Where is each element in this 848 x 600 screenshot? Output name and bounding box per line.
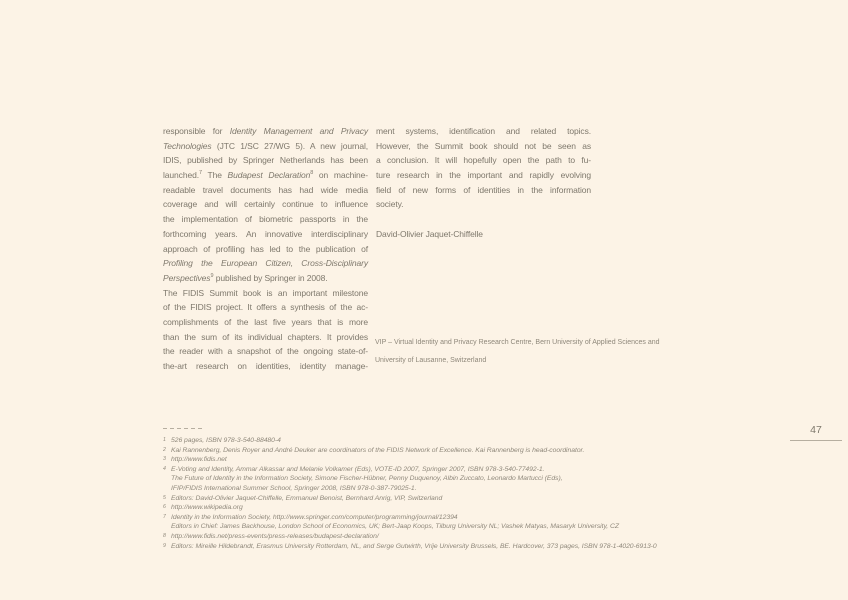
text-line: [163, 286, 368, 301]
footnote-text: Identity in the Information Society, http://www.springer.com/computer/programming/journal/12394: [171, 513, 458, 521]
footnote-line: [163, 446, 843, 456]
footnote-line: [163, 532, 843, 542]
footnote-line: [163, 542, 843, 552]
text-run: the implementation of biometric passports in the: [163, 214, 368, 225]
text-line: [376, 197, 591, 212]
text-line: [163, 300, 368, 315]
text-run: launched.: [163, 170, 199, 181]
italic-text: Technologies: [163, 140, 212, 151]
text-run: responsible for: [163, 126, 230, 136]
footnote-list: [163, 436, 843, 551]
footnote-ref: 8: [310, 170, 314, 177]
footnote-number: 5: [163, 494, 166, 501]
text-run: The: [201, 170, 228, 181]
author-name: David-Olivier Jaquet-Chiffelle: [376, 228, 483, 239]
footnote-text: http://www.fidis.net: [171, 456, 227, 464]
text-run: complishments of the last five years that is more: [163, 316, 368, 327]
footnote-line: [163, 494, 843, 504]
text-run: (JTC 1/SC 27/WG 5). A new journal,: [211, 140, 368, 151]
author-affiliation: [375, 334, 660, 370]
footnote-number: 9: [163, 542, 166, 549]
text-line: [163, 168, 368, 183]
footnote-text: Editors: Mireille Hildebrandt, Erasmus University Rotterdam, NL, and Serge Gutwirth, Vrije University Brussels, BE. Hardcover, 373 pages, ISBN 978-1-4020-6913-0: [171, 542, 657, 550]
text-run: IDIS, published by Springer Netherlands has been: [163, 155, 368, 166]
footnote-separator: [163, 428, 204, 429]
footnote-number: 8: [163, 532, 166, 539]
footnote-text: http://www.fidis.net/press-events/press-releases/budapest-declaration/: [171, 532, 379, 540]
text-line: [163, 124, 368, 139]
footnote-line: [163, 436, 843, 446]
text-line: [163, 153, 368, 168]
footnote-text: The Future of Identity in the Information Society, Simone Fischer-Hübner, Penny Duquenoy, Albin Zuccato, Leonardo Martucci (Eds),: [171, 475, 563, 483]
text-line: [163, 242, 368, 257]
text-run: forthcoming years. An innovative interdisciplinary: [163, 228, 368, 239]
text-run: on machine-: [313, 170, 369, 181]
text-line: [376, 153, 591, 168]
italic-text: Budapest Declaration: [227, 170, 311, 181]
footnote-line: [163, 455, 843, 465]
page-number: 47: [810, 424, 822, 436]
right-column-lines: [376, 124, 591, 212]
italic-text: Perspectives: [163, 272, 211, 283]
footnote-ref: 7: [198, 170, 202, 177]
text-run: The FIDIS Summit book is an important milestone: [163, 287, 368, 298]
text-line: [376, 168, 591, 183]
text-run: of the FIDIS project. It offers a synthesis of the ac-: [163, 302, 368, 313]
footnote-text: http://www.wikipedia.org: [171, 504, 243, 512]
text-line: [163, 139, 368, 154]
footnote-number: 2: [163, 446, 166, 453]
footnote-number: 4: [163, 465, 166, 472]
footnote-number: 1: [163, 437, 166, 443]
text-run: approach of profiling has led to the publication of: [163, 243, 368, 254]
affiliation-line: VIP – Virtual Identity and Privacy Research Centre, Bern University of Applied Sciences and: [375, 339, 660, 346]
text-run: ture research in the important and rapidly evolving: [376, 170, 591, 181]
text-run: ment systems, identification and related topics.: [376, 126, 591, 136]
text-line: [163, 344, 368, 359]
footnote-text: Editors: David-Olivier Jaquet-Chiffelle, Emmanuel Benoist, Bernhard Anrig, VIP, Switzerland: [171, 494, 443, 502]
page-number-block: [790, 424, 842, 441]
text-run: published by Springer in 2008.: [213, 272, 328, 283]
text-line: [376, 139, 591, 154]
footnote-number: 6: [163, 504, 166, 511]
affiliation-line: University of Lausanne, Switzerland: [375, 357, 487, 364]
footnote-line: [163, 465, 843, 475]
text-line: [163, 197, 368, 212]
text-run: field of new forms of identities in the information: [376, 184, 591, 195]
footnote-text: Editors in Chief: James Backhouse, London School of Economics, UK; Bert-Jaap Koops, Tilburg University NL; Vashek Matyas, Masaryk University, CZ: [171, 523, 619, 531]
text-line: [163, 212, 368, 227]
footnote-line: [163, 484, 843, 494]
text-line: [163, 330, 368, 345]
footnote-text: E-Voting and Identity, Ammar Alkassar and Melanie Volkamer (Eds), VOTE-ID 2007, Springer 2007, ISBN 978-3-540-77492-1.: [171, 465, 545, 473]
footnote-line: [163, 503, 843, 513]
footnote-text: IFIP/FIDIS International Summer School, Springer 2008, ISBN 978-0-387-79025-1.: [171, 484, 417, 492]
italic-text: Identity Management and Privacy: [229, 126, 368, 136]
page-number-rule: [790, 440, 842, 441]
text-line: [163, 227, 368, 242]
text-run: readable travel documents has had wide media: [163, 184, 368, 195]
footnote-text: Kai Rannenberg, Denis Royer and André Deuker are coordinators of the FIDIS Network of Excellence. Kai Rannenberg is head-coordinator.: [171, 446, 585, 454]
text-line: [163, 271, 368, 286]
left-column: [163, 124, 368, 374]
text-run: the reader with a snapshot of the ongoing state-of-: [163, 346, 368, 357]
footnote-ref: 9: [210, 273, 214, 280]
text-line: [163, 315, 368, 330]
text-line: [376, 183, 591, 198]
footnote-line: [163, 522, 843, 532]
footnote-number: 7: [163, 513, 166, 520]
text-run: coverage and will certainly continue to influence: [163, 199, 368, 210]
italic-text: Profiling the European Citizen, Cross-Disciplinary: [163, 258, 368, 269]
text-run: than the sum of its individual chapters. It provides: [163, 331, 368, 342]
text-run: a conclusion. It will hopefully open the path to fu-: [376, 155, 591, 166]
footnote-number: 3: [163, 456, 166, 463]
text-line: [163, 183, 368, 198]
footnote-line: [163, 513, 843, 523]
text-line: [163, 256, 368, 271]
text-run: the-art research on identities, identity manage-: [163, 361, 368, 371]
footnotes-block: [163, 428, 843, 551]
text-run: society.: [376, 199, 404, 210]
footnote-line: [163, 474, 843, 484]
footnote-text: 526 pages, ISBN 978-3-540-88480-4: [171, 437, 281, 444]
text-line: [163, 359, 368, 374]
text-run: However, the Summit book should not be seen as: [376, 140, 591, 151]
text-line: [376, 124, 591, 139]
